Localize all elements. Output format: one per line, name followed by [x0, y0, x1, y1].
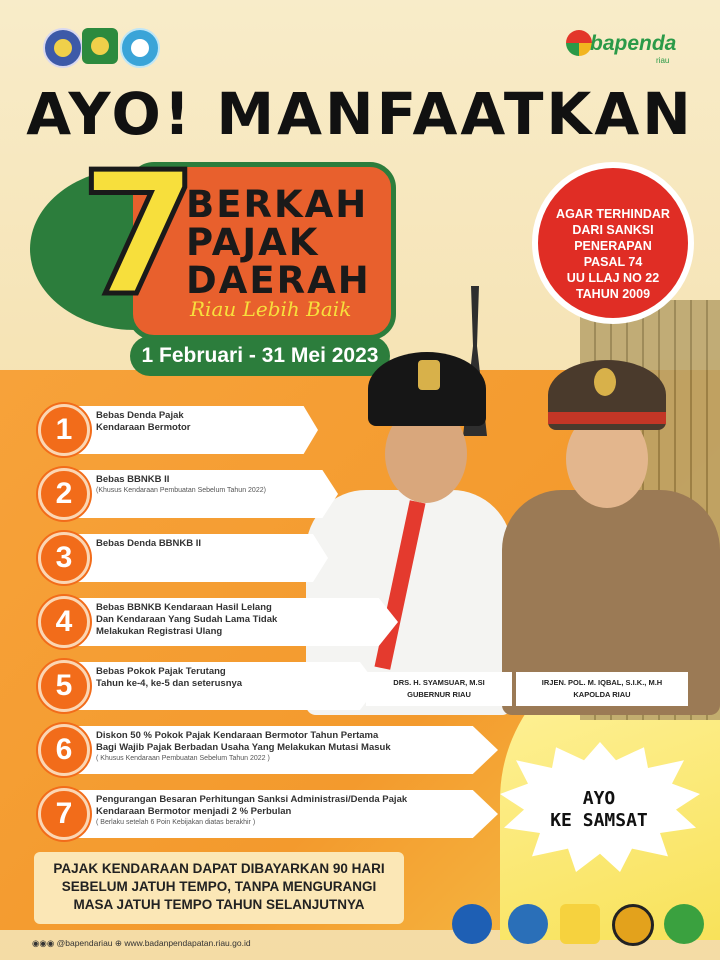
- official-name: DRS. H. SYAMSUAR, M.SI: [393, 678, 485, 687]
- benefit-label: Bebas Denda BBNKB II: [96, 538, 202, 549]
- benefit-number: 1: [55, 413, 73, 446]
- jasa-raharja-logo-icon: [120, 28, 160, 68]
- benefit-label: Bebas Denda Pajak Kendaraan Bermotor: [96, 410, 191, 433]
- cta-text: AYO KE SAMSAT: [550, 788, 648, 831]
- warning-line: UU LLAJ NO 22: [566, 271, 660, 285]
- date-range-pill: 1 Februari - 31 Mei 2023: [130, 336, 390, 376]
- benefit-item: [38, 400, 338, 456]
- benefit-item: [38, 720, 518, 776]
- benefit-number: 2: [55, 477, 73, 510]
- program-title-line: DAERAH: [186, 259, 371, 302]
- warning-line: AGAR TERHINDAR: [556, 207, 670, 221]
- warning-circle: [532, 162, 694, 324]
- official-title: KAPOLDA RIAU: [573, 690, 631, 699]
- benefit-text: [96, 538, 201, 550]
- program-title: [186, 183, 371, 302]
- benefit-item: [38, 464, 358, 520]
- benefit-number: 6: [55, 733, 73, 766]
- official-name: IRJEN. POL. M. IQBAL, S.I.K., M.H: [541, 678, 663, 687]
- benefit-note: (Khusus Kendaraan Pembuatan Sebelum Tahun 2022): [96, 487, 266, 494]
- benefit-label: Diskon 50 % Pokok Pajak Kendaraan Bermotor Tahun Pertama Bagi Wajib Pajak Berbadan Usaha Yang Melakukan Mutasi Masuk: [96, 730, 391, 753]
- program-title-line: PAJAK: [186, 221, 320, 264]
- bapenda-subtitle: riau: [656, 56, 670, 65]
- footer: [32, 938, 251, 956]
- benefit-text: [96, 474, 266, 495]
- benefit-text: [96, 794, 407, 827]
- bapenda-logo: [566, 24, 686, 70]
- program-title-line: BERKAH: [186, 183, 369, 226]
- bapenda-wordmark: bapenda: [590, 32, 677, 55]
- police-logo-icon: [43, 28, 83, 68]
- benefit-note: ( Berlaku setelah 6 Poin Kebijakan diatas berakhir ): [96, 819, 256, 826]
- program-tagline: Riau Lebih Baik: [190, 297, 352, 321]
- headline: AYO! MANFAATKAN: [26, 80, 694, 148]
- benefit-label: Bebas BBNKB Kendaraan Hasil Lelang Dan Kendaraan Yang Sudah Lama Tidak Melakukan Registrasi Ulang: [96, 602, 278, 637]
- benefit-number: 4: [55, 605, 73, 638]
- benefit-item: [38, 656, 398, 712]
- benefit-text: [96, 410, 191, 434]
- benefit-text: [96, 666, 242, 690]
- benefit-number: 5: [55, 669, 73, 702]
- globe-icon: ⊕: [114, 938, 125, 948]
- warning-line: PASAL 74: [583, 255, 643, 269]
- benefit-number: 7: [55, 797, 73, 830]
- benefit-note: ( Khusus Kendaraan Pembuatan Sebelum Tahun 2022 ): [96, 755, 270, 762]
- benefit-label: Pengurangan Besaran Perhitungan Sanksi Administrasi/Denda Pajak Kendaraan Bermotor menjadi 2 % Perbulan: [96, 794, 408, 817]
- warning-line: DARI SANKSI: [572, 223, 654, 237]
- police-cap-band: [548, 412, 666, 424]
- green-badge-icon: [664, 904, 704, 944]
- bapenda-mark-icon: [566, 30, 592, 56]
- garuda-badge-icon: [418, 360, 440, 390]
- official-title: GUBERNUR RIAU: [407, 690, 471, 699]
- social-handle[interactable]: @bapendariau: [56, 938, 113, 948]
- social-icons: ◉◉◉: [32, 938, 57, 948]
- program-number: 7: [80, 136, 199, 334]
- app-badge-icon: [612, 904, 654, 946]
- police-traffic-badge-icon: [508, 904, 548, 944]
- benefit-number: 3: [55, 541, 73, 574]
- payment-note: PAJAK KENDARAAN DAPAT DIBAYARKAN 90 HARI SEBELUM JATUH TEMPO, TANPA MENGURANGI MASA JATUH TEMPO TAHUN SELANJUTNYA: [34, 852, 404, 924]
- benefit-label: Bebas Pokok Pajak Terutang Tahun ke-4, ke-5 dan seterusnya: [96, 666, 243, 689]
- benefit-text: [96, 602, 277, 638]
- benefit-item: [38, 784, 518, 840]
- warning-line: TAHUN 2009: [575, 287, 651, 301]
- benefit-item: [38, 528, 348, 584]
- samsat-logo-icon: [560, 904, 600, 944]
- police-cap-badge-icon: [594, 368, 616, 396]
- benefit-text: [96, 730, 391, 763]
- official-name-tag: [516, 672, 688, 706]
- website-link[interactable]: www.badanpendapatan.riau.go.id: [124, 938, 251, 948]
- riau-province-logo-icon: [82, 28, 118, 64]
- benefit-label: Bebas BBNKB II: [96, 474, 170, 485]
- benefit-item: [38, 592, 418, 648]
- samsat-5s-badge-icon: [452, 904, 492, 944]
- warning-line: PENERAPAN: [574, 239, 652, 253]
